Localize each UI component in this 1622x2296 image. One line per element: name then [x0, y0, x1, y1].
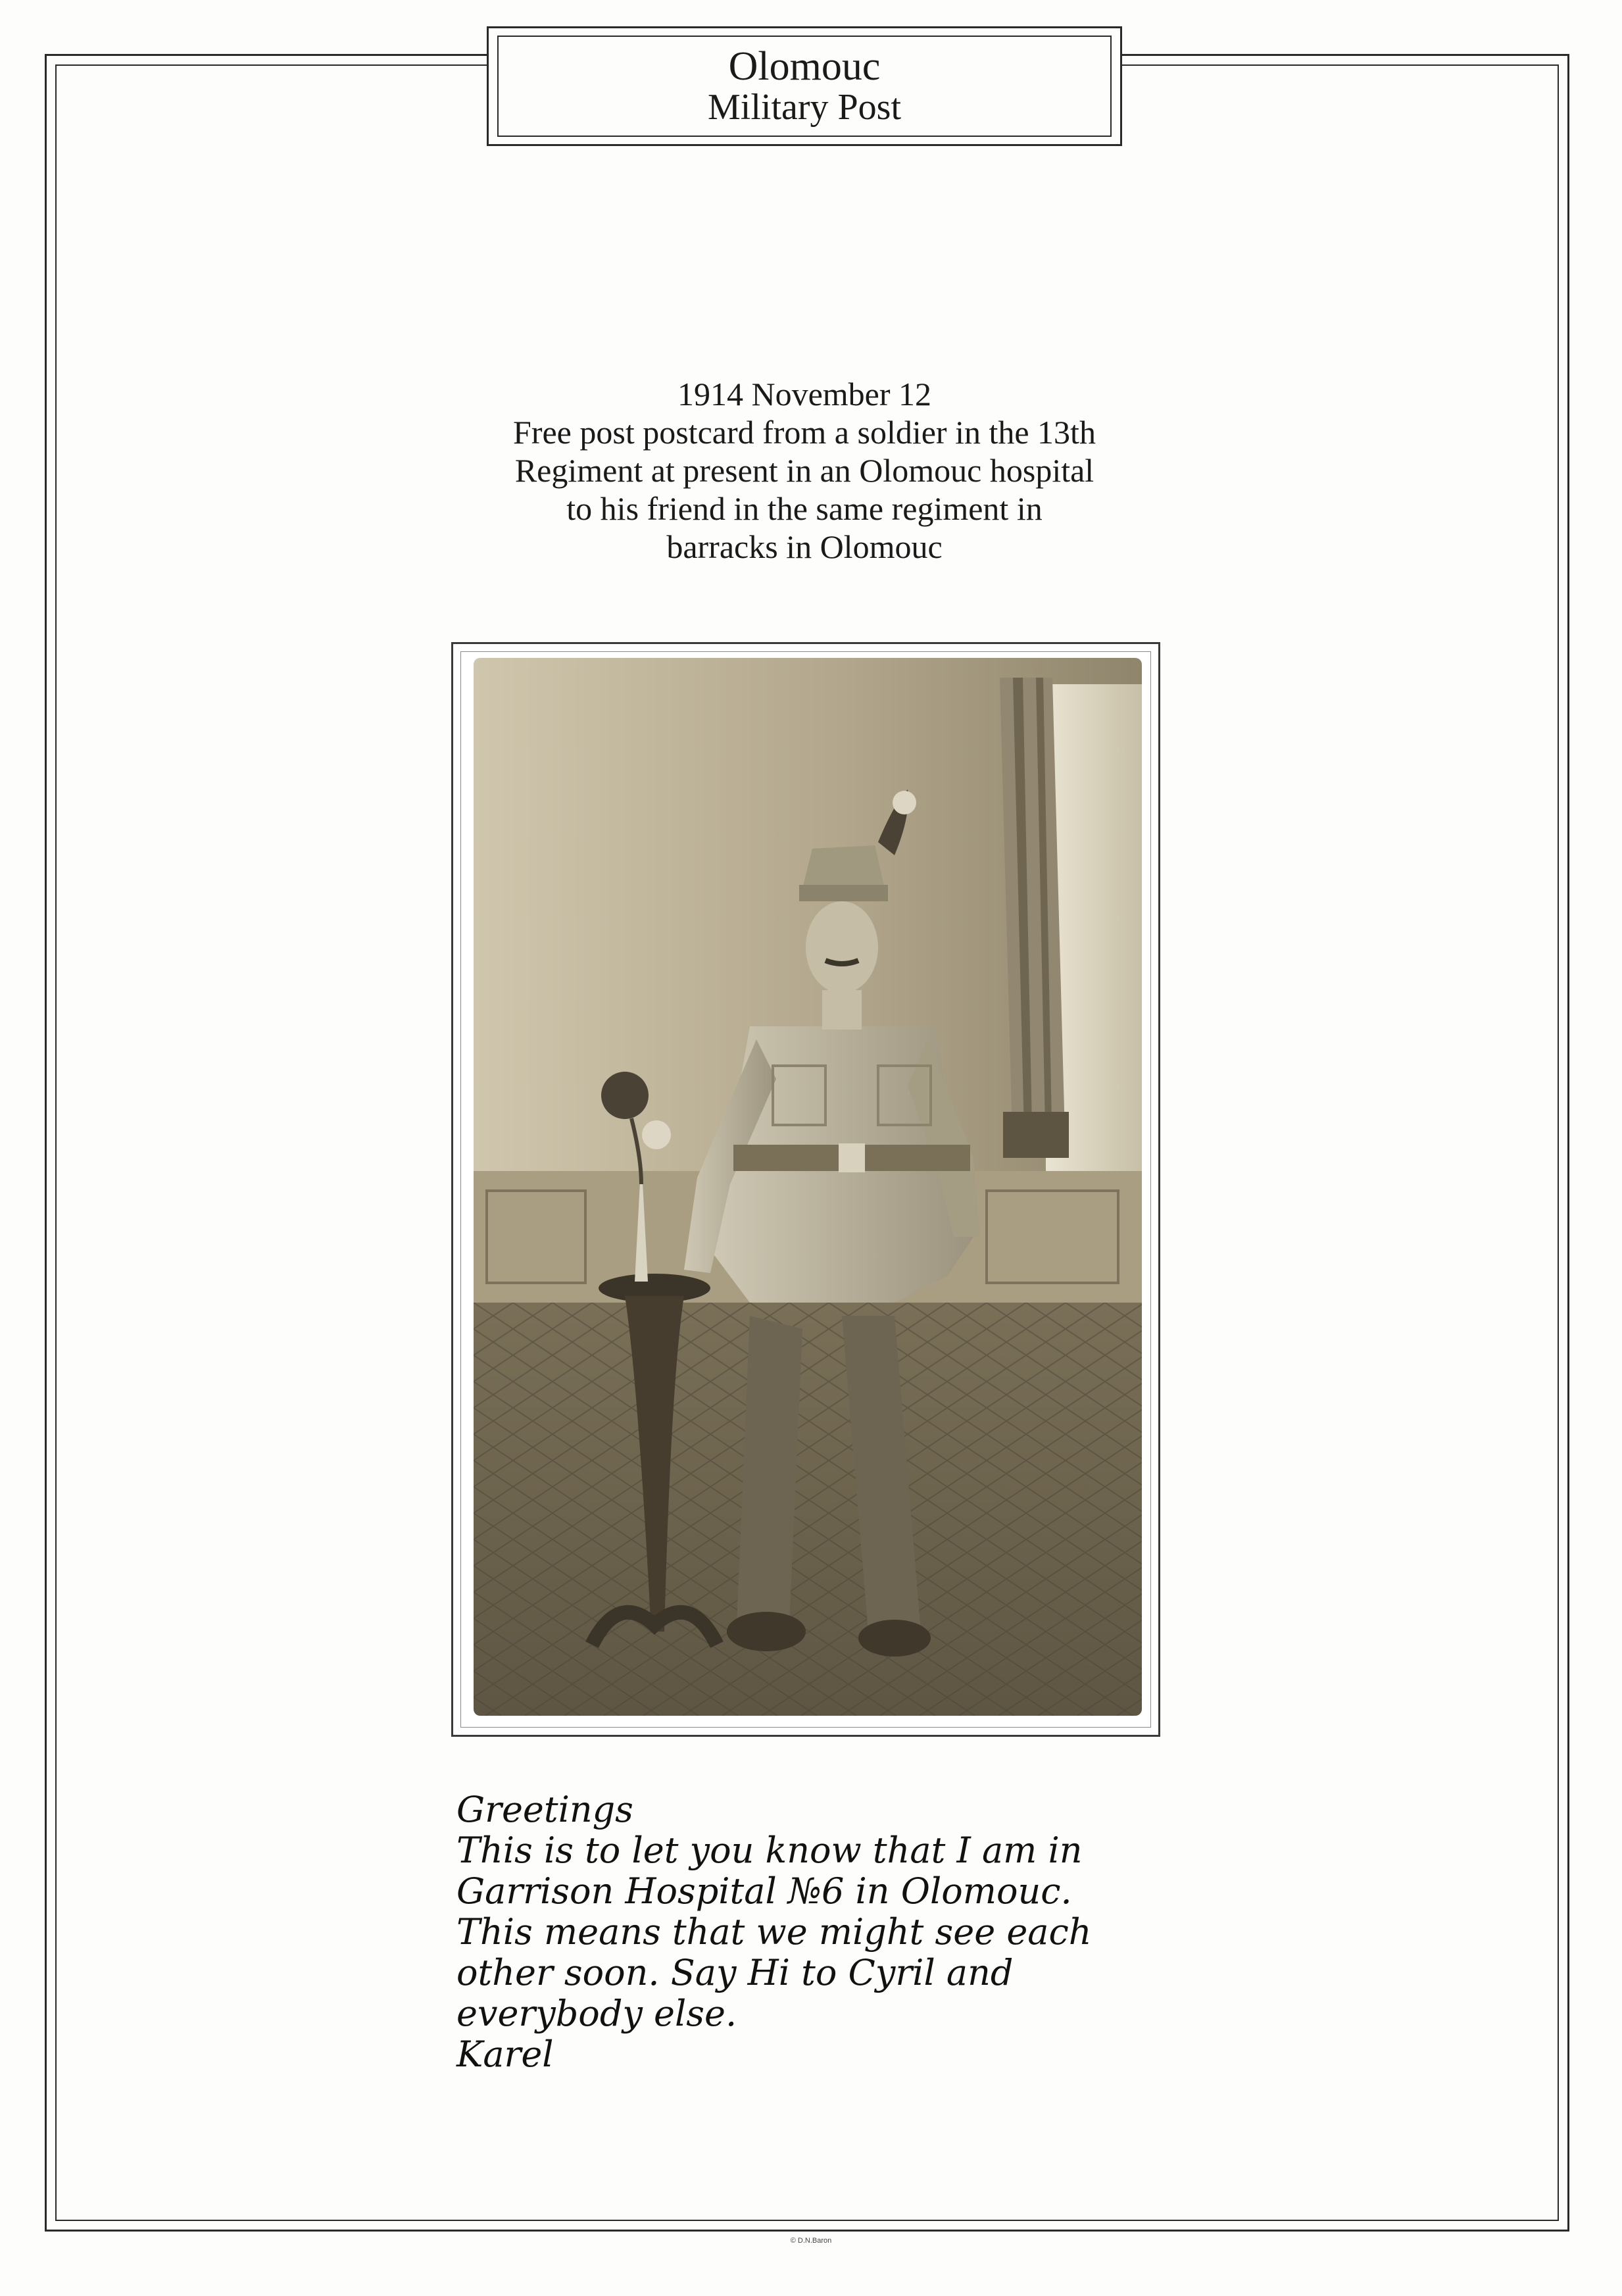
page-title: Olomouc [728, 44, 881, 89]
message-signature: Karel [456, 2034, 554, 2075]
description-line: to his friend in the same regiment in [566, 490, 1043, 527]
copyright-notice: © D.N.Baron [790, 2237, 832, 2245]
description-line: Free post postcard from a soldier in the 13th [513, 414, 1096, 451]
description-line: barracks in Olomouc [666, 528, 943, 565]
title-box-inner [497, 36, 1112, 137]
message-line: everybody else. [456, 1993, 737, 2034]
page-subtitle: Military Post [707, 87, 902, 128]
description-line: Regiment at present in an Olomouc hospital [514, 452, 1094, 489]
message-line: This is to let you know that I am in [456, 1830, 1083, 1871]
message-line: This means that we might see each [456, 1911, 1092, 1953]
message-greeting: Greetings [456, 1789, 633, 1830]
message-line: Garrison Hospital №6 in Olomouc. [456, 1870, 1072, 1912]
handwritten-message [456, 1789, 1180, 2075]
description-block [329, 375, 1280, 566]
soldier-portrait-photo [474, 658, 1142, 1716]
message-line: other soon. Say Hi to Cyril and [456, 1952, 1014, 1993]
description-date: 1914 November 12 [677, 376, 932, 412]
